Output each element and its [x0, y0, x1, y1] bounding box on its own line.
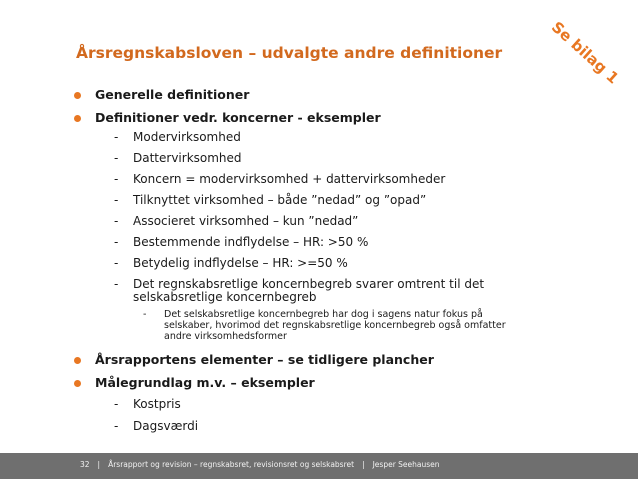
list-item-text: Bestemmende indflydelse – HR: >50 %	[133, 235, 369, 249]
list-item-text: Betydelig indflydelse – HR: >=50 %	[133, 256, 348, 270]
bullet-dot-icon	[74, 115, 81, 122]
list-item-text: Modervirksomhed	[133, 130, 241, 144]
list-item	[114, 256, 348, 270]
list-item-text: Det regnskabsretlige koncernbegreb svarer omtrent til det	[133, 277, 485, 291]
bullet-label: Definitioner vedr. koncerner - eksempler	[95, 110, 381, 125]
dash-icon: -	[114, 214, 119, 228]
list-item-text: Dagsværdi	[133, 419, 199, 433]
list-item	[114, 214, 359, 228]
footer-text	[80, 460, 440, 469]
list-item	[114, 172, 446, 186]
dash-icon: -	[114, 193, 119, 207]
list-item	[114, 151, 242, 165]
bullet-label: Generelle definitioner	[95, 87, 250, 102]
sub-note-text: Det selskabsretlige koncernbegreb har dog i sagens natur fokus på	[164, 309, 483, 320]
list-item-continuation	[133, 291, 317, 304]
list-item-text: Associeret virksomhed – kun ”nedad”	[133, 214, 359, 228]
list-item-text: Tilknyttet virksomhed – både ”nedad” og ”opad”	[133, 193, 427, 207]
sub-note-line	[164, 320, 506, 331]
bullet-general-definitions	[95, 87, 249, 102]
bullet-label: Målegrundlag m.v. – eksempler	[95, 375, 315, 390]
slide-title: Årsregnskabsloven – udvalgte andre definitioner	[76, 44, 503, 62]
dash-icon: -	[114, 172, 119, 186]
list-item	[114, 419, 199, 433]
sub-note-line	[164, 331, 287, 342]
course-title: Årsrapport og revision – regnskabsret, revisionsret og selskabsret	[108, 460, 355, 469]
list-item-text: Kostpris	[133, 397, 181, 411]
bullet-dot-icon	[74, 92, 81, 99]
bullet-annual-report-elements	[95, 352, 434, 367]
sub-note-text: selskaber, hvorimod det regnskabsretlige koncernbegreb også omfatter	[164, 320, 506, 331]
dash-icon: -	[114, 130, 119, 144]
list-item	[114, 130, 241, 144]
list-item	[114, 193, 427, 207]
list-item-text: selskabsretlige koncernbegreb	[133, 290, 317, 304]
author-name: Jesper Seehausen	[372, 460, 440, 469]
page-number: 32	[80, 460, 90, 469]
list-item	[114, 397, 181, 411]
list-item-text: Koncern = modervirksomhed + dattervirksomheder	[133, 172, 446, 186]
list-item	[114, 235, 369, 249]
footer-divider: |	[97, 460, 101, 469]
dash-icon: -	[114, 419, 119, 433]
bullet-label: Årsrapportens elementer – se tidligere plancher	[95, 352, 434, 367]
dash-icon: -	[114, 256, 119, 270]
bullet-measurement-basis	[95, 375, 315, 390]
bullet-dot-icon	[74, 357, 81, 364]
sub-note-text: andre virksomhedsformer	[164, 331, 287, 342]
dash-icon: -	[114, 151, 119, 165]
footer-bar	[0, 453, 638, 479]
dash-icon: -	[114, 397, 119, 411]
sub-note	[143, 309, 483, 320]
dash-icon: -	[114, 235, 119, 249]
footer-divider: |	[362, 460, 365, 469]
see-appendix-stamp: Se bilag 1	[547, 18, 623, 88]
bullet-group-definitions	[95, 110, 381, 125]
list-item-text: Dattervirksomhed	[133, 151, 242, 165]
bullet-dot-icon	[74, 380, 81, 387]
dash-icon: -	[143, 309, 147, 320]
dash-icon: -	[114, 277, 119, 291]
